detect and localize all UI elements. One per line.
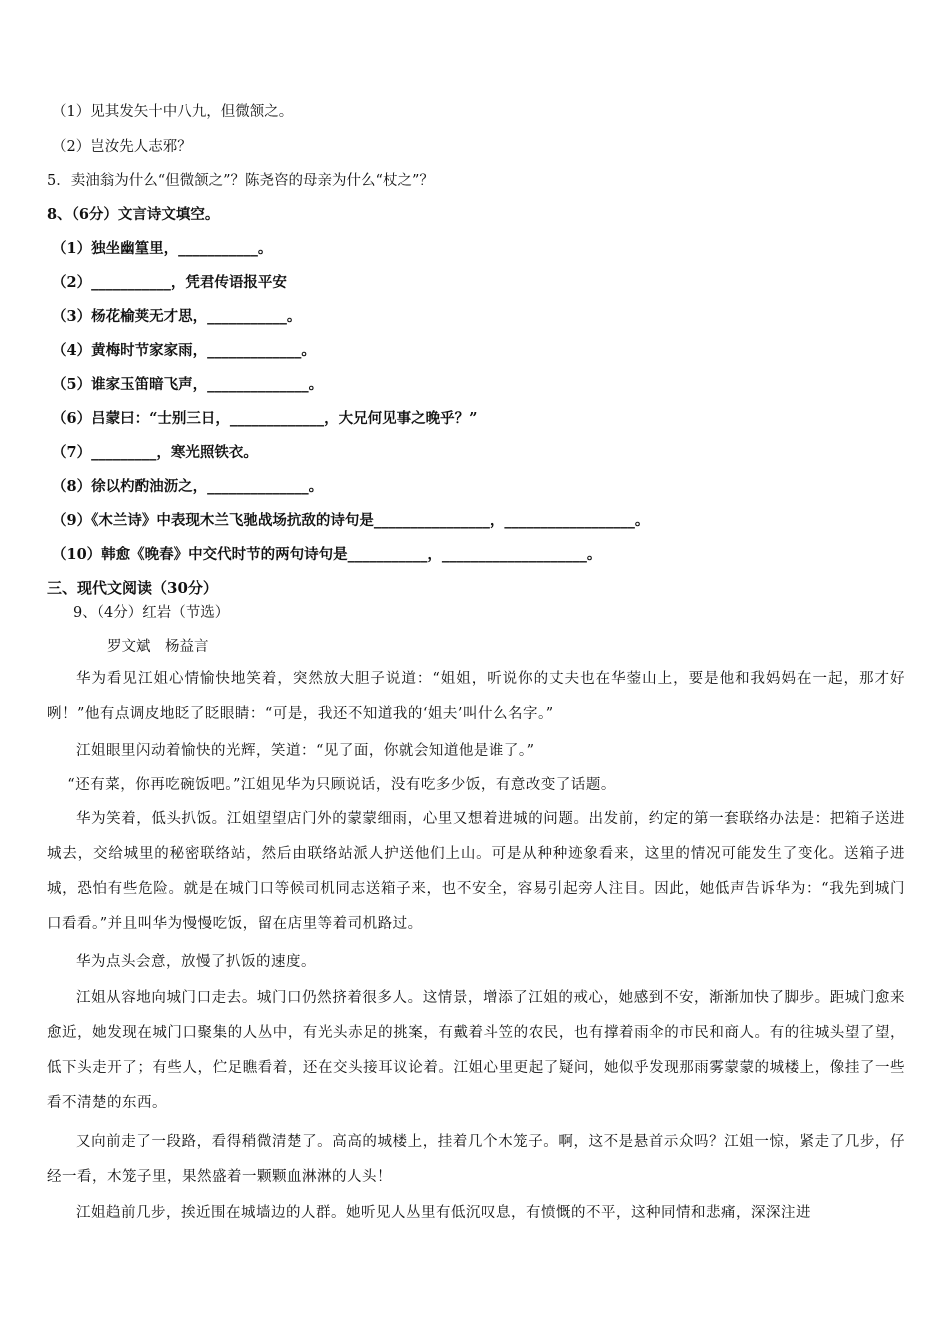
article-paragraph: 华为看见江姐心情愉快地笑着，突然放大胆子说道：“姐姐，听说你的丈夫也在华蓥山上，要是他和我妈妈在一起，那才好咧！”他有点调皮地眨了眨眼睛：“可是，我还不知道我的‘姐夫’叫什么名字。” <box>47 671 905 722</box>
question-9-title: 9、（4分）红岩（节选） <box>73 605 230 621</box>
fill-blank-item: （7）_________，寒光照铁衣。 <box>52 444 258 461</box>
article-paragraph: 华为笑着，低头扒饭。江姐望望店门外的蒙蒙细雨，心里又想着进城的问题。出发前，约定的第一套联络办法是：把箱子送进城去，交给城里的秘密联络站，然后由联络站派人护送他们上山。可是从种种迹象看来，这里的情况可能发生了变化。送箱子进城，恐怕有些危险。就是在城门口等候司机同志送箱子来，也不安全，容易引起旁人注目。因此，她低声告诉华为：“我先到城门口看看。”并且叫华为慢慢吃饭，留在店里等着司机路过。 <box>47 811 905 932</box>
fill-blank-item: （10）韩愈《晚春》中交代时节的两句诗句是___________，____________________。 <box>52 546 602 563</box>
fill-blank-item: （1）独坐幽篁里，___________。 <box>52 240 273 257</box>
fill-blank-item: （3）杨花榆荚无才思，___________。 <box>52 308 302 325</box>
fill-blank-item: （4）黄梅时节家家雨，_____________。 <box>52 342 316 359</box>
article-paragraph: 江姐眼里闪动着愉快的光辉，笑道：“见了面，你就会知道他是谁了。” <box>76 743 535 759</box>
question-item-1: （1）见其发矢十中八九，但微颔之。 <box>52 104 294 120</box>
question-item-2: （2）岂汝先人志邪？ <box>52 139 192 155</box>
article-paragraph: 江姐从容地向城门口走去。城门口仍然挤着很多人。这情景，增添了江姐的戒心，她感到不安，渐渐加快了脚步。距城门愈来愈近，她发现在城门口聚集的人丛中，有光头赤足的挑案，有戴着斗笠的农民，也有撑着雨伞的市民和商人。有的往城头望了望，低下头走开了；有些人，伫足瞧看着，还在交头接耳议论着。江姐心里更起了疑问，她似乎发现那雨雾蒙蒙的城楼上，像挂了一些看不清楚的东西。 <box>47 990 905 1111</box>
section-3-title: 三、现代文阅读（30分） <box>47 579 218 597</box>
fill-blank-item: （8）徐以杓酌油沥之，______________。 <box>52 478 324 495</box>
article-paragraph: “还有菜，你再吃碗饭吧。”江姐见华为只顾说话，没有吃多少饭，有意改变了话题。 <box>67 777 616 793</box>
fill-blank-item: （5）谁家玉笛暗飞声，______________。 <box>52 376 324 393</box>
fill-blank-item: （9）《木兰诗》中表现木兰飞驰战场抗敌的诗句是________________，__________________。 <box>52 512 650 529</box>
article-authors: 罗文斌 杨益言 <box>107 639 209 655</box>
article-paragraph: 华为点头会意，放慢了扒饭的速度。 <box>76 954 316 970</box>
question-8-title: 8、（6分）文言诗文填空。 <box>47 206 220 223</box>
fill-blank-item: （2）___________，凭君传语报平安 <box>52 274 287 291</box>
article-paragraph: 江姐趋前几步，挨近围在城墙边的人群。她听见人丛里有低沉叹息，有愤慨的不平，这种同情和悲痛，深深注进 <box>76 1205 811 1221</box>
fill-blank-item: （6）吕蒙曰：“士别三日，_____________，大兄何见事之晚乎？” <box>52 410 478 427</box>
question-5: 5．卖油翁为什么“但微颔之”？陈尧咨的母亲为什么“杖之”？ <box>47 173 434 189</box>
article-paragraph: 又向前走了一段路，看得稍微清楚了。高高的城楼上，挂着几个木笼子。啊，这不是悬首示众吗？江姐一惊，紧走了几步，仔经一看，木笼子里，果然盛着一颗颗血淋淋的人头！ <box>47 1134 905 1185</box>
